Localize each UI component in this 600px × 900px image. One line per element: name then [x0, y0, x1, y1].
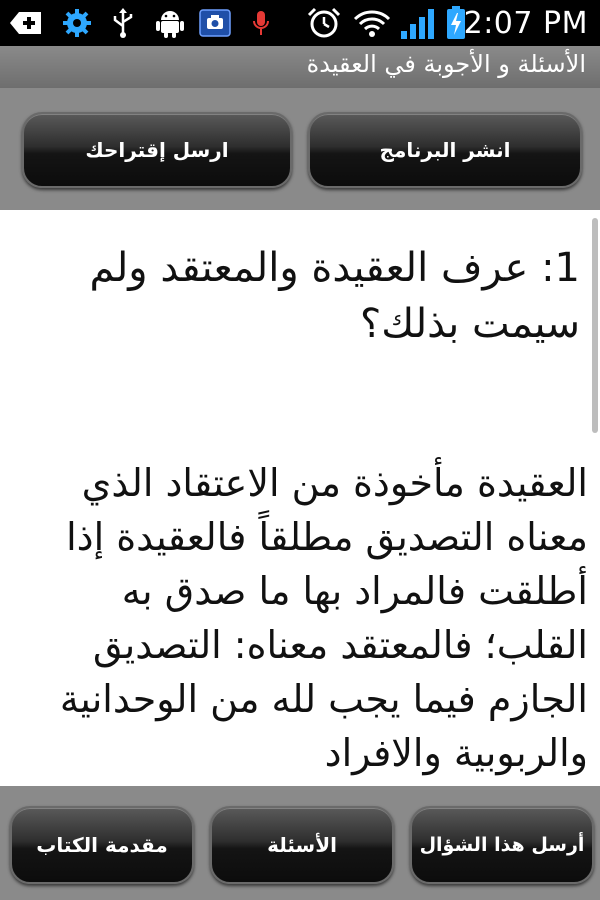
android-icon: [154, 8, 186, 38]
send-suggestion-button[interactable]: ارسل إقتراحك: [22, 112, 292, 188]
status-bar: [0, 0, 600, 46]
signal-icon: [398, 8, 438, 38]
send-question-button[interactable]: أرسل هذا الشؤال: [410, 806, 594, 884]
top-toolbar: [0, 88, 600, 210]
share-app-button[interactable]: انشر البرنامج: [308, 112, 582, 188]
content-area[interactable]: [0, 210, 600, 786]
title-bar: [0, 46, 600, 89]
settings-icon: [60, 8, 94, 38]
bottom-toolbar: [0, 786, 600, 900]
microphone-icon: [248, 8, 274, 38]
book-intro-button[interactable]: مقدمة الكتاب: [10, 806, 194, 884]
usb-icon: [108, 8, 138, 38]
alarm-icon: [306, 8, 342, 38]
status-time: 2:07 PM: [463, 6, 588, 41]
screenshot-icon: [198, 8, 232, 38]
question-text: 1: عرف العقيدة والمعتقد ولم سيمت بذلك؟: [89, 245, 580, 347]
scrollbar[interactable]: [592, 218, 598, 433]
wifi-icon: [352, 8, 392, 38]
add-icon: [8, 8, 44, 38]
questions-button[interactable]: الأسئلة: [210, 806, 394, 884]
page-title: الأسئلة و الأجوبة في العقيدة: [306, 50, 586, 78]
answer-text: العقيدة مأخوذة من الاعتقاد الذي معناه التصديق مطلقاً فالعقيدة إذا أطلقت فالمراد بها ما صدق به القلب؛ فالمعتقد معناه: التصديق الجازم فيما يجب لله من الوحدانية والربوبية والافراد: [59, 461, 588, 775]
